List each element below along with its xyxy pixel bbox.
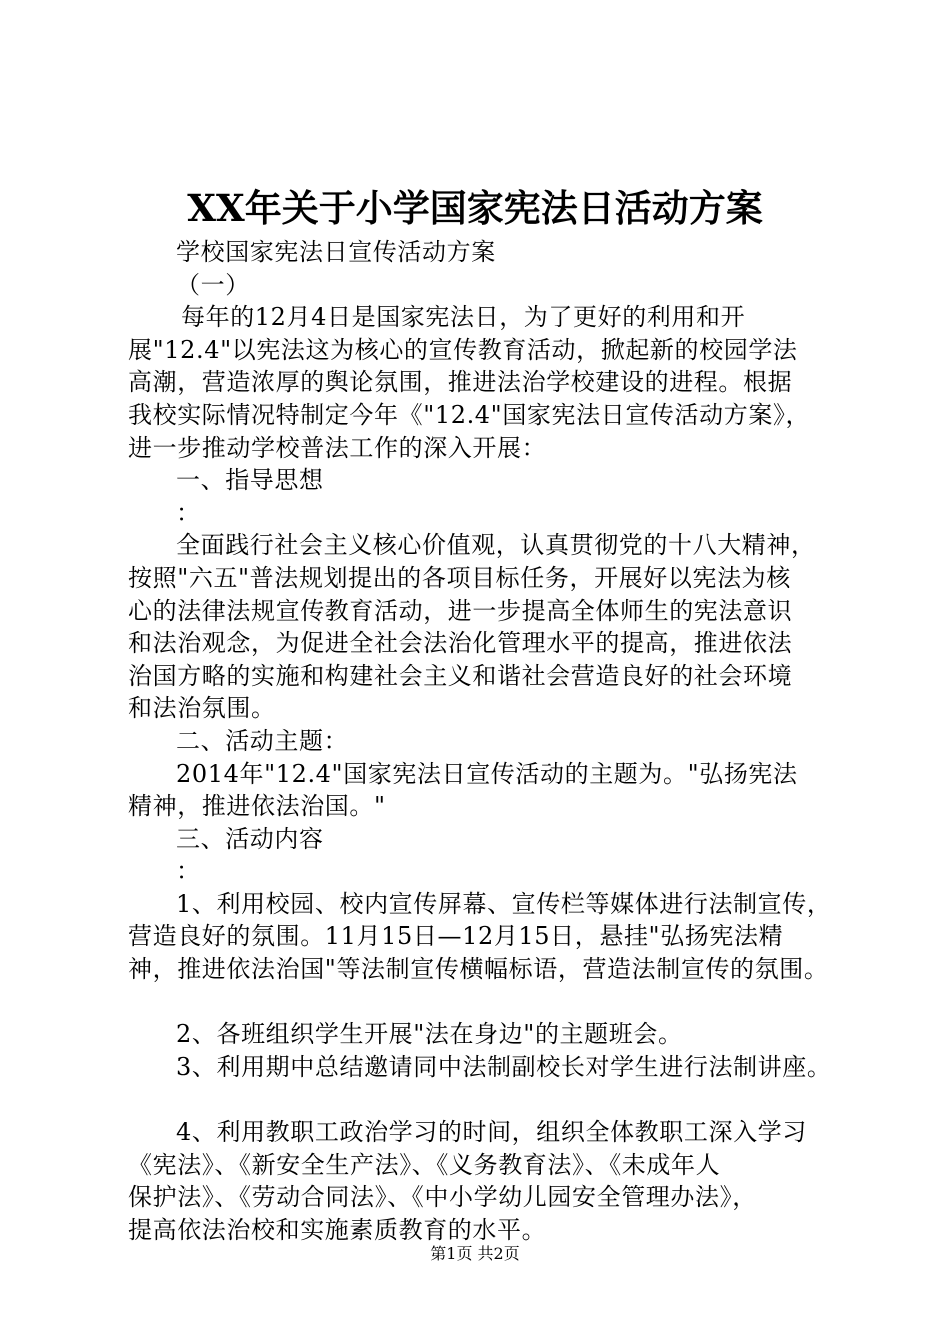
paragraph-line: 按照"六五"普法规划提出的各项目标任务，开展好以宪法为核 bbox=[128, 563, 791, 592]
paragraph-line: 进一步推动学校普法工作的深入开展： bbox=[128, 433, 547, 462]
paragraph-line: 精神，推进依法治国。" bbox=[128, 792, 386, 821]
paragraph-line: 每年的12月4日是国家宪法日，为了更好的利用和开 bbox=[181, 303, 746, 332]
list-item-line: 4、利用教职工政治学习的时间，组织全体教职工深入学习 bbox=[176, 1118, 807, 1147]
list-item-line: 3、利用期中总结邀请同中法制副校长对学生进行法制讲座。 bbox=[176, 1052, 832, 1081]
section-heading: 二、活动主题： bbox=[176, 726, 349, 755]
blank-line bbox=[128, 986, 850, 1019]
paragraph-line: 展"12.4"以宪法这为核心的宣传教育活动，掀起新的校园学法 bbox=[128, 335, 798, 364]
list-item-line: 1、利用校园、校内宣传屏幕、宣传栏等媒体进行法制宣传， bbox=[176, 889, 832, 918]
list-item-line: 保护法》、《劳动合同法》、《中小学幼儿园安全管理办法》， bbox=[128, 1183, 757, 1212]
section-heading: 三、活动内容 bbox=[176, 824, 324, 853]
paragraph-line: 2014年"12.4"国家宪法日宣传活动的主题为。"弘扬宪法 bbox=[176, 759, 798, 788]
paragraph-line: 和法治观念，为促进全社会法治化管理水平的提高，推进依法 bbox=[128, 629, 793, 658]
list-item-line: 营造良好的氛围。11月15日—12月15日，悬挂"弘扬宪法精 bbox=[128, 922, 784, 951]
paragraph-line: 高潮，营造浓厚的舆论氛围，推进法治学校建设的进程。根据 bbox=[128, 368, 793, 397]
list-item-line: 提高依法治校和实施素质教育的水平。 bbox=[128, 1215, 547, 1244]
list-item-line: 《宪法》、《新安全生产法》、《义务教育法》、《未成年人 bbox=[128, 1150, 721, 1179]
subtitle-line: 学校国家宪法日宣传活动方案 bbox=[176, 238, 496, 266]
page-footer: 第1页 共2页 bbox=[430, 1244, 520, 1263]
document-body bbox=[128, 236, 850, 1246]
list-item-line: 神，推进依法治国"等法制宣传横幅标语，营造法制宣传的氛围。 bbox=[128, 955, 829, 984]
document-title: XX年关于小学国家宪法日活动方案 bbox=[187, 186, 763, 230]
paragraph-line: 全面践行社会主义核心价值观，认真贯彻党的十八大精神， bbox=[176, 531, 816, 560]
colon-line: ： bbox=[176, 857, 201, 886]
list-item-line: 2、各班组织学生开展"法在身边"的主题班会。 bbox=[176, 1020, 683, 1049]
paragraph-line: 和法治氛围。 bbox=[128, 694, 276, 723]
section-marker-line: （一） bbox=[176, 270, 250, 299]
paragraph-line: 我校实际情况特制定今年《"12.4"国家宪法日宣传活动方案》， bbox=[128, 400, 811, 429]
paragraph-line: 心的法律法规宣传教育活动，进一步提高全体师生的宪法意识 bbox=[128, 596, 793, 625]
blank-line bbox=[128, 1083, 850, 1116]
section-heading: 一、指导思想 bbox=[176, 466, 324, 495]
paragraph-line: 治国方略的实施和构建社会主义和谐社会营造良好的社会环境 bbox=[128, 661, 793, 690]
colon-line: ： bbox=[176, 498, 201, 527]
